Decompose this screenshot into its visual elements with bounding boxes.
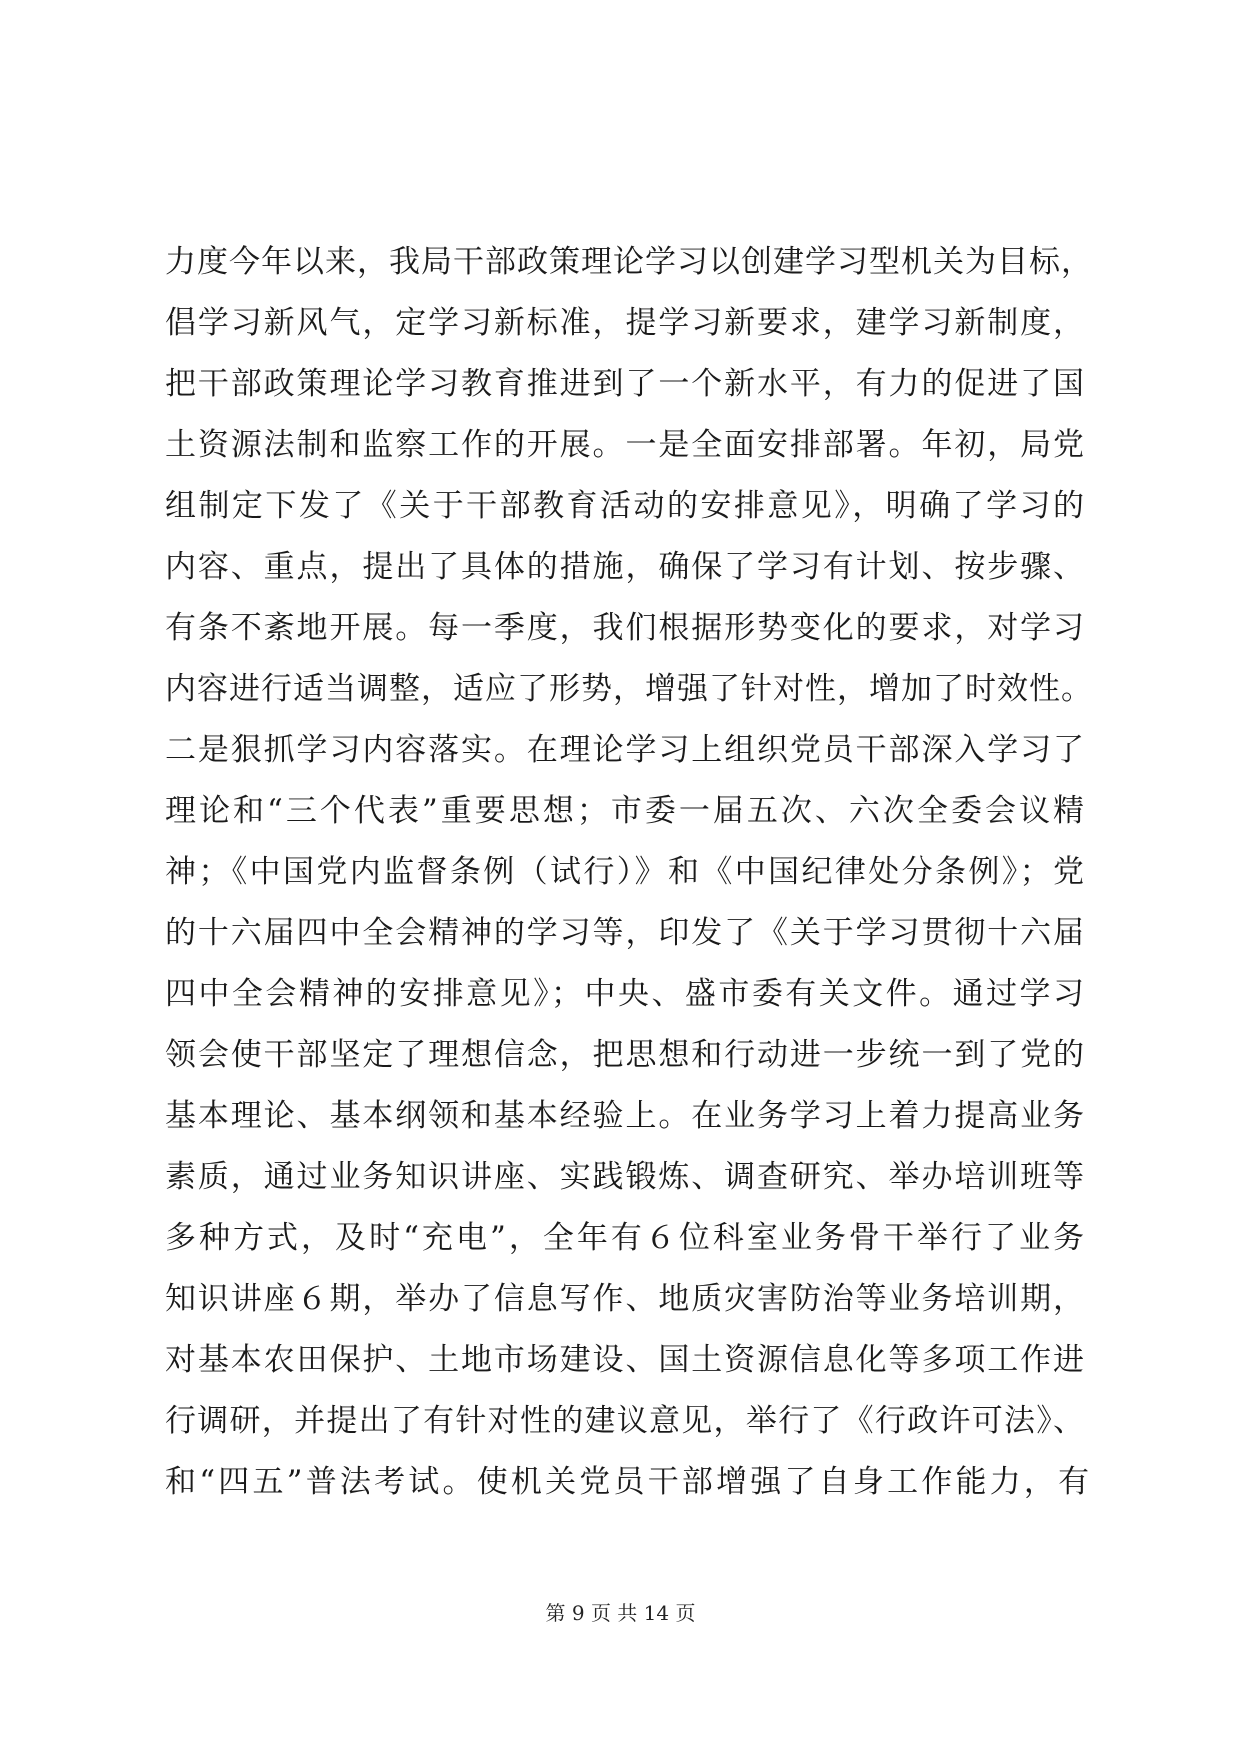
text-line: 土资源法制和监察工作的开展。一是全面安排部署。年初，局党	[165, 427, 1085, 463]
text-line: 领会使干部坚定了理想信念，把思想和行动进一步统一到了党的	[165, 1037, 1085, 1073]
text-line: 多种方式，及时“充电”，全年有６位科室业务骨干举行了业务	[165, 1220, 1085, 1256]
text-line: 把干部政策理论学习教育推进到了一个新水平，有力的促进了国	[165, 366, 1085, 402]
body-text	[165, 232, 1093, 1513]
text-line: 素质，通过业务知识讲座、实践锻炼、调查研究、举办培训班等	[165, 1159, 1085, 1195]
page-number-footer: 第 9 页 共 14 页	[545, 1601, 696, 1625]
text-line: 四中全会精神的安排意见》；中央、盛市委有关文件。通过学习	[165, 976, 1085, 1012]
text-line: 二是狠抓学习内容落实。在理论学习上组织党员干部深入学习了	[165, 732, 1085, 768]
text-line: 力度今年以来，我局干部政策理论学习以创建学习型机关为目标，	[165, 244, 1093, 280]
text-line: 的十六届四中全会精神的学习等，印发了《关于学习贯彻十六届	[165, 915, 1085, 951]
text-line: 理论和“三个代表”重要思想；市委一届五次、六次全委会议精	[165, 793, 1085, 829]
text-line: 内容、重点，提出了具体的措施，确保了学习有计划、按步骤、	[165, 549, 1085, 585]
text-line: 和“四五”普法考试。使机关党员干部增强了自身工作能力，有	[165, 1464, 1093, 1500]
text-line: 倡学习新风气，定学习新标准，提学习新要求，建学习新制度，	[165, 305, 1085, 341]
text-line: 对基本农田保护、土地市场建设、国土资源信息化等多项工作进	[165, 1342, 1085, 1378]
text-line: 神；《中国党内监督条例（试行）》和《中国纪律处分条例》；党	[165, 854, 1085, 890]
text-line: 知识讲座６期，举办了信息写作、地质灾害防治等业务培训期，	[165, 1281, 1085, 1317]
text-line: 有条不紊地开展。每一季度，我们根据形势变化的要求，对学习	[165, 610, 1085, 646]
text-line: 组制定下发了《关于干部教育活动的安排意见》，明确了学习的	[165, 488, 1085, 524]
text-line: 内容进行适当调整，适应了形势，增强了针对性，增加了时效性。	[165, 671, 1093, 707]
text-line: 基本理论、基本纲领和基本经验上。在业务学习上着力提高业务	[165, 1098, 1085, 1134]
text-line: 行调研，并提出了有针对性的建议意见，举行了《行政许可法》、	[165, 1403, 1085, 1439]
